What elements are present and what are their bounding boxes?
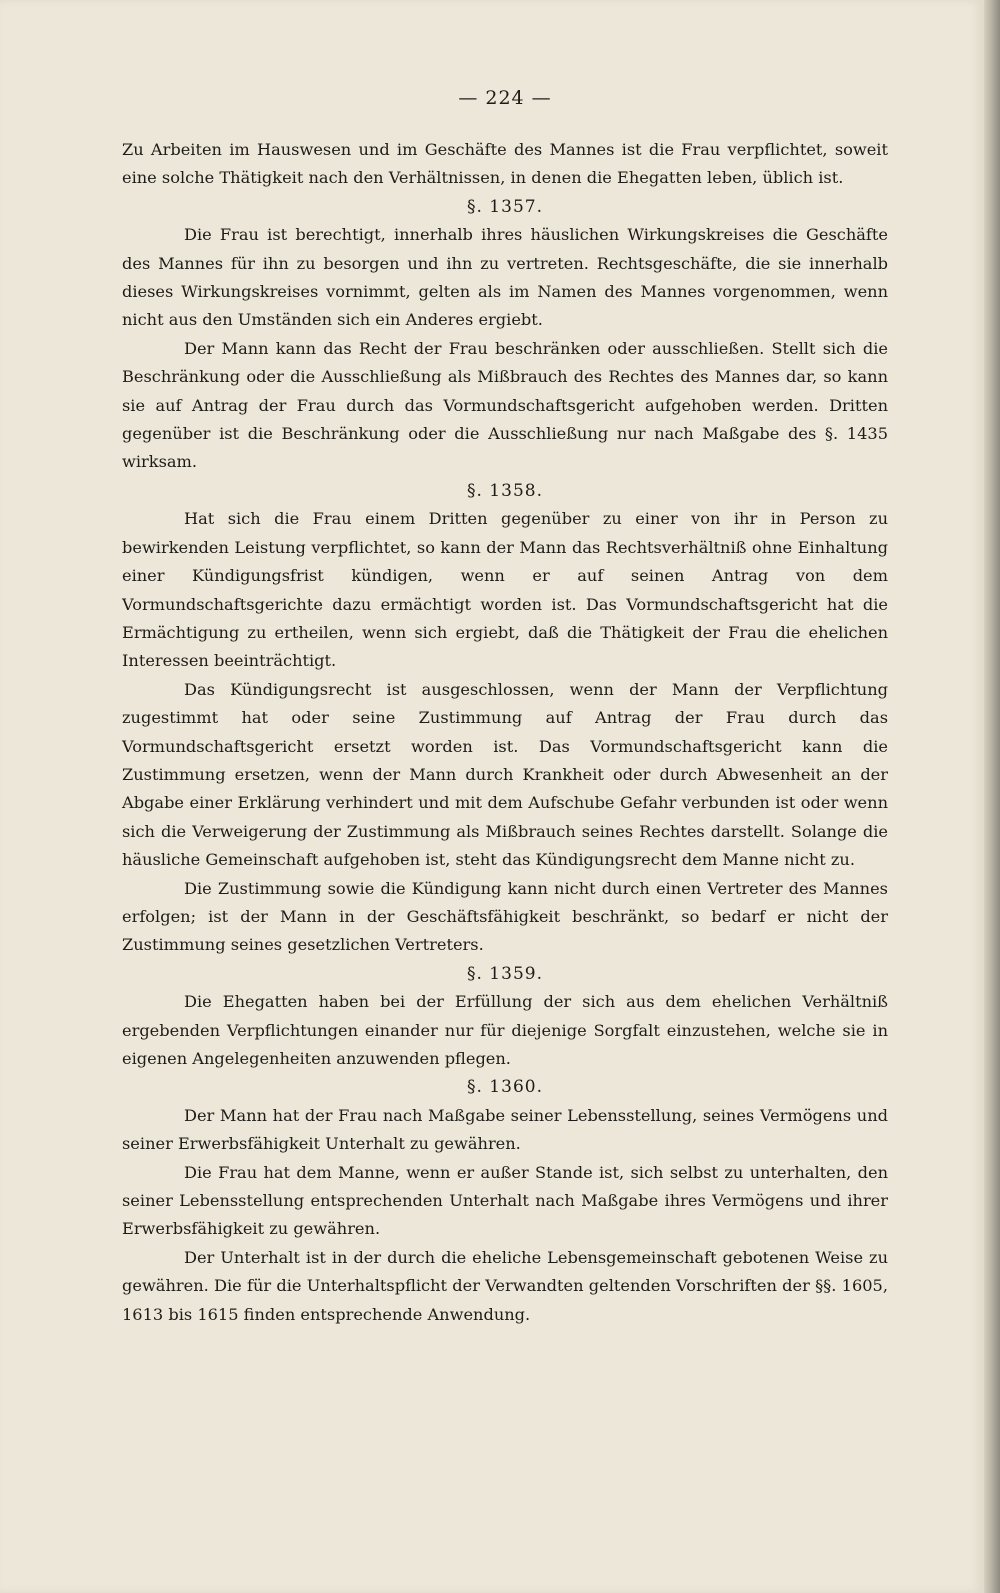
section-heading: §. 1360. [467, 1077, 543, 1098]
section-heading: §. 1359. [467, 963, 543, 984]
paragraph: Der Mann kann das Recht der Frau beschränken oder ausschließen. Stellt sich die Beschränkung oder die Ausschließung als Mißbrauch des Rechtes des Mannes dar, so kann sie auf Antrag der Frau durch das Vormundschaftsgericht aufgehoben werden. Dritten gegenüber ist die Beschränkung oder die Ausschließung nur nach Maßgabe des §. 1435 wirksam. [122, 338, 888, 472]
section-1357 [122, 193, 888, 477]
section-1359 [122, 960, 888, 1074]
paragraph: Die Ehegatten haben bei der Erfüllung der sich aus dem ehelichen Verhältniß ergebenden Verpflichtungen einander nur für diejenige Sorgfalt einzustehen, welche sie in eigenen Angelegenheiten anzuwenden pflegen. [122, 992, 888, 1068]
paragraph: Hat sich die Frau einem Dritten gegenüber zu einer von ihr in Person zu bewirkenden Leistung verpflichtet, so kann der Mann das Rechtsverhältniß ohne Einhaltung einer Kündigungsfrist kündigen, wenn er auf seinen Antrag von dem Vormundschaftsgerichte dazu ermächtigt worden ist. Das Vormundschaftsgericht hat die Ermächtigung zu ertheilen, wenn sich ergiebt, daß die Thätigkeit der Frau die ehelichen Interessen beeinträchtigt. [122, 509, 888, 671]
paragraph: Die Frau ist berechtigt, innerhalb ihres häuslichen Wirkungskreises die Geschäfte des Mannes für ihn zu besorgen und ihn zu vertreten. Rechtsgeschäfte, die sie innerhalb dieses Wirkungskreises vornimmt, gelten als im Namen des Mannes vorgenommen, wenn nicht aus den Umständen sich ein Anderes ergiebt. [122, 225, 888, 330]
section-1360 [122, 1073, 888, 1329]
section-heading: §. 1358. [467, 480, 543, 501]
section-heading: §. 1357. [467, 196, 543, 217]
page-edge [984, 0, 1000, 1593]
paragraph: Der Unterhalt ist in der durch die eheliche Lebensgemeinschaft gebotenen Weise zu gewähren. Die für die Unterhaltspflicht der Verwandten geltenden Vorschriften der §§. 1605, 1613 bis 1615 finden entsprechende Anwendung. [122, 1247, 888, 1324]
paragraph: Der Mann hat der Frau nach Maßgabe seiner Lebensstellung, seines Vermögens und seiner Erwerbsfähigkeit Unterhalt zu gewähren. [122, 1105, 888, 1154]
paragraph: Die Zustimmung sowie die Kündigung kann nicht durch einen Vertreter des Mannes erfolgen; ist der Mann in der Geschäftsfähigkeit beschränkt, so bedarf er nicht der Zustimmung seines gesetzlichen Vertreters. [122, 878, 888, 955]
intro-paragraph: Zu Arbeiten im Hauswesen und im Geschäfte des Mannes ist die Frau verpflichtet, soweit eine solche Thätigkeit nach den Verhältnissen, in denen die Ehegatten leben, üblich ist. [122, 140, 888, 188]
paragraph: Die Frau hat dem Manne, wenn er außer Stande ist, sich selbst zu unterhalten, den seiner Lebensstellung entsprechenden Unterhalt nach Maßgabe ihres Vermögens und ihrer Erwerbsfähigkeit zu gewähren. [122, 1162, 888, 1239]
section-1358 [122, 477, 888, 960]
paragraph: Das Kündigungsrecht ist ausgeschlossen, wenn der Mann der Verpflichtung zugestimmt hat oder seine Zustimmung auf Antrag der Frau durch das Vormundschaftsgericht ersetzt worden ist. Das Vormundschaftsgericht kann die Zustimmung ersetzen, wenn der Mann durch Krankheit oder durch Abwesenheit an der Abgabe einer Erklärung verhindert und mit dem Aufschube Gefahr verbunden ist oder wenn sich die Verweigerung der Zustimmung als Mißbrauch seines Rechtes darstellt. Solange die häusliche Gemeinschaft aufgehoben ist, steht das Kündigungsrecht dem Manne nicht zu. [122, 679, 888, 870]
page-content [122, 86, 888, 1329]
page-number: — 224 — [458, 87, 552, 109]
